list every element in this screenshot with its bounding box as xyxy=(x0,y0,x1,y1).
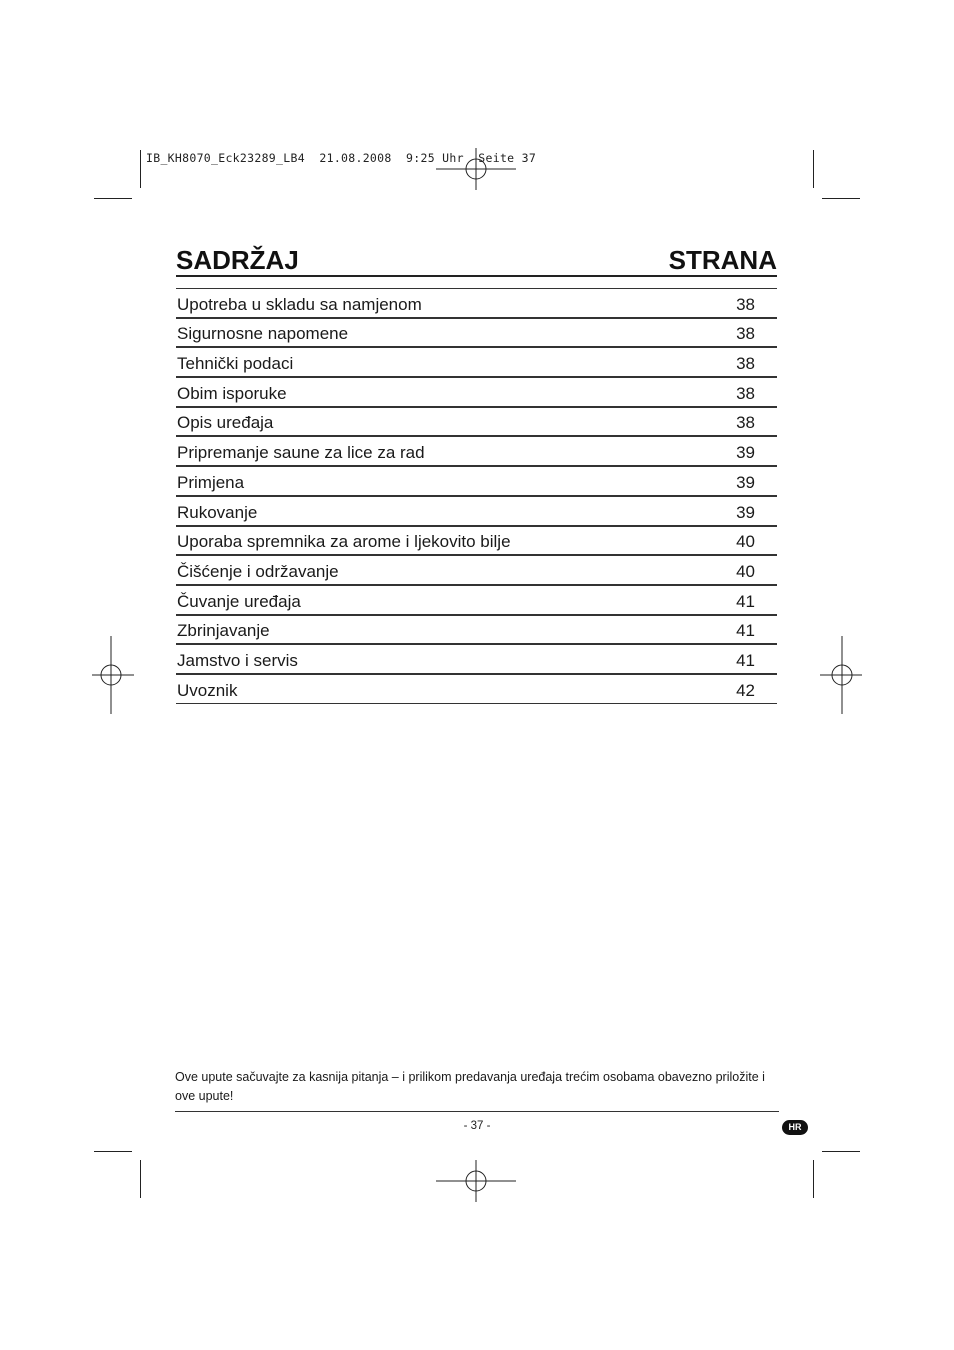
toc-entry-title: Čišćenje i održavanje xyxy=(177,561,339,581)
registration-mark-icon xyxy=(436,148,516,190)
toc-entry-title: Pripremanje saune za lice za rad xyxy=(177,443,425,463)
toc-entry[interactable] xyxy=(176,288,777,318)
table-of-contents xyxy=(176,288,777,704)
page-column-heading: STRANA xyxy=(668,245,777,275)
crop-mark xyxy=(813,150,814,188)
toc-entry-page: 42 xyxy=(736,680,755,700)
toc-entry[interactable] xyxy=(176,615,777,645)
toc-entry-page: 38 xyxy=(736,324,755,344)
toc-entry-title: Uporaba spremnika za arome i ljekovito bilje xyxy=(177,532,511,552)
toc-entry-title: Čuvanje uređaja xyxy=(177,591,301,611)
toc-entry[interactable] xyxy=(176,347,777,377)
toc-entry-page: 38 xyxy=(736,354,755,374)
toc-entry-title: Tehnički podaci xyxy=(177,354,294,374)
crop-mark xyxy=(94,198,132,199)
toc-entry-title: Opis uređaja xyxy=(177,413,274,433)
toc-entry-title: Zbrinjavanje xyxy=(177,621,270,641)
toc-entry-page: 39 xyxy=(736,443,755,463)
toc-entry-page: 39 xyxy=(736,502,755,522)
storage-note: Ove upute sačuvajte za kasnija pitanja – i prilikom predavanja uređaja trećim osobama obavezno priložite i ove upute! xyxy=(175,1070,765,1103)
contents-heading: SADRŽAJ xyxy=(176,245,299,275)
toc-entry[interactable] xyxy=(176,318,777,348)
toc-entry[interactable] xyxy=(176,407,777,437)
registration-mark-icon xyxy=(92,636,134,714)
toc-entry-page: 38 xyxy=(736,294,755,314)
toc-entry-page: 39 xyxy=(736,472,755,492)
toc-entry-page: 38 xyxy=(736,413,755,433)
toc-header xyxy=(176,242,777,276)
crop-mark xyxy=(94,1151,132,1152)
toc-entry[interactable] xyxy=(176,585,777,615)
footer-rule xyxy=(175,1111,779,1112)
toc-entry[interactable] xyxy=(176,644,777,674)
toc-entry-page: 41 xyxy=(736,650,755,670)
toc-entry-page: 41 xyxy=(736,621,755,641)
toc-entry-title: Uvoznik xyxy=(177,680,238,700)
page-number: - 37 - xyxy=(463,1120,491,1132)
toc-entry-page: 38 xyxy=(736,383,755,403)
toc-entry-title: Obim isporuke xyxy=(177,383,287,403)
toc-entry[interactable] xyxy=(176,555,777,585)
crop-mark xyxy=(140,1160,141,1198)
crop-mark xyxy=(140,150,141,188)
crop-mark xyxy=(822,198,860,199)
registration-mark-icon xyxy=(820,636,862,714)
toc-entry-title: Upotreba u skladu sa namjenom xyxy=(177,294,422,314)
toc-entry-title: Rukovanje xyxy=(177,502,258,522)
toc-entry[interactable] xyxy=(176,674,777,704)
toc-entry[interactable] xyxy=(176,496,777,526)
toc-entry[interactable] xyxy=(176,377,777,407)
toc-entry[interactable] xyxy=(176,466,777,496)
toc-entry-title: Sigurnosne napomene xyxy=(177,324,349,344)
toc-entry-page: 41 xyxy=(736,591,755,611)
toc-entry[interactable] xyxy=(176,526,777,556)
toc-entry[interactable] xyxy=(176,436,777,466)
toc-entry-title: Jamstvo i servis xyxy=(177,650,298,670)
registration-mark-icon xyxy=(436,1160,516,1202)
language-badge: HR xyxy=(782,1120,808,1135)
crop-mark xyxy=(813,1160,814,1198)
toc-entry-title: Primjena xyxy=(177,472,245,492)
crop-mark xyxy=(822,1151,860,1152)
toc-entry-page: 40 xyxy=(736,561,755,581)
print-slug: IB_KH8070_Eck23289_LB4 21.08.2008 9:25 Uhr Seite 37 xyxy=(146,151,537,165)
header-rule xyxy=(176,275,777,277)
toc-entry-page: 40 xyxy=(736,532,755,552)
